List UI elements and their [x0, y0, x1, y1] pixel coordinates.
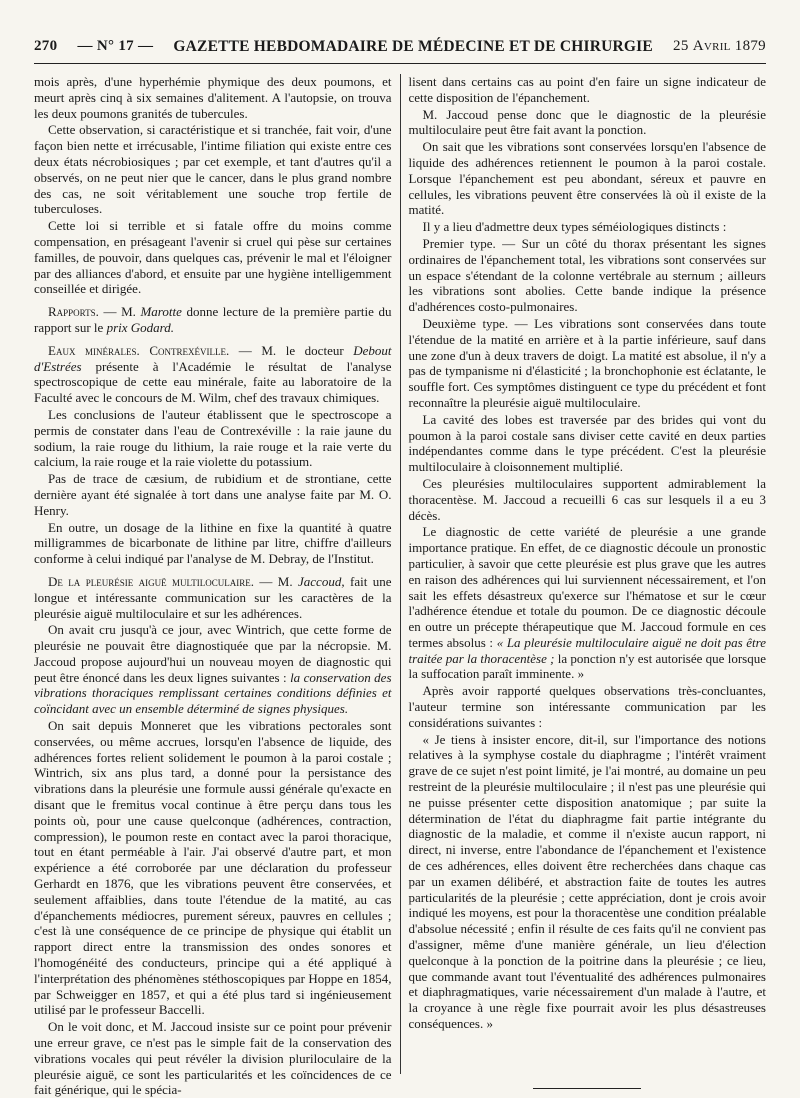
paragraph: On avait cru jusqu'à ce jour, avec Wintrich, que cette forme de pleurésie ne pouvait être diagnostiquée que par la nécropsie. M. Jaccoud propose aujourd'hui un nouveau moyen de diagnostic qui peut être énoncé dans les deux lignes suivantes : la conservation des vibrations thoraciques remplissant certaines conditions définies et coïncidant avec un ensemble déterminé de signes physiques.	[34, 622, 392, 717]
text-columns	[34, 74, 766, 1098]
section-eaux-minerales: Eaux minérales. Contrexéville. — M. le docteur Debout d'Estrées présente à l'Académie le résultat de l'analyse spectroscopique de cette eau minérale, faite au laboratoire de la Faculté avec le concours de M. Wilm, chef des travaux chimiques.	[34, 342, 392, 406]
section-pleuresie: De la pleurésie aiguë multiloculaire. — M. Jaccoud, fait une longue et intéressante communication sur les caractères de la pleurésie aiguë multiloculaire et sur les adhérences.	[34, 573, 392, 621]
paragraph: Les conclusions de l'auteur établissent que le spectroscope a permis de constater dans l'eau de Contrexéville : la raie jaune du sodium, la raie rouge du lithium, la raie rouge et la raie verte du calcium, la raie rouge et la raie violette du potassium.	[34, 406, 392, 470]
paragraph: Cette observation, si caractéristique et si tranchée, fait voir, d'une façon bien nette et irrécusable, l'intime filiation qui existe entre ces deux états nécrobiosiques ; par cet exemple, et tant d'autres qu'il a observés, on ne peut nier que le cancer, dans le plus grand nombre des cas, ne soit véritablement une souche trop fertile de tuberculoses.	[34, 122, 392, 217]
section-rapports: Rapports. — M. Marotte donne lecture de la première partie du rapport sur le prix Godard.	[34, 304, 392, 335]
paragraph: Après avoir rapporté quelques observations très-concluantes, l'auteur termine son intéressante communication par les considérations suivantes :	[408, 683, 766, 730]
paragraph: Ces pleurésies multiloculaires supportent admirablement la thoracentèse. M. Jaccoud a recueilli 6 cas sur lesquels il a eu 3 décès.	[408, 475, 766, 523]
paragraph: Il y a lieu d'admettre deux types séméiologiques distincts :	[422, 219, 727, 235]
paragraph: Pas de trace de cæsium, de rubidium et de strontiane, cette dernière ayant été signalée à tort dans une analyse faite par M. O. Henry.	[34, 471, 392, 518]
paragraph: M. Jaccoud pense donc que le diagnostic de la pleurésie multiloculaire peut être fait avant la ponction.	[408, 106, 766, 138]
journal-title: GAZETTE HEBDOMADAIRE DE MÉDECINE ET DE CHIRURGIE	[173, 37, 653, 55]
issue-number: — N° 17 —	[77, 38, 154, 54]
end-rule	[533, 1088, 641, 1089]
page-header	[34, 30, 766, 64]
paragraph: mois après, d'une hyperhémie phymique des deux poumons, et meurt après cinq à six semaines d'alitement. A l'autopsie, on trouva les deux poumons granités de tubercules.	[34, 74, 392, 121]
paragraph: On le voit donc, et M. Jaccoud insiste sur ce point pour prévenir une erreur grave, ce n'est pas le simple fait de la conservation des vibrations vocales qui peut révéler la division pluriloculaire de la pleurésie aiguë, ce sont les particularités et les coïncidences de ce fait générique, qui le spécia-	[34, 1019, 392, 1098]
paragraph: En outre, un dosage de la lithine en fixe la quantité à quatre milligrammes de bicarbonate de lithine par litre, chiffre d'ailleurs conforme à celui indiqué par l'analyse de M. Debray, de l'Institut.	[34, 519, 392, 567]
left-column	[34, 74, 400, 1098]
paragraph: lisent dans certains cas au point d'en faire un signe indicateur de cette disposition de l'épanchement.	[408, 74, 766, 105]
page-number: 270	[34, 38, 58, 54]
issue-date: 25 Avril 1879	[673, 38, 766, 54]
paragraph: Premier type. — Sur un côté du thorax présentant les signes ordinaires de l'épanchement total, les vibrations sont conservées sur un espace s'étendant de la colonne vertébrale au sternum ; ailleurs les vibrations sont abolies. Cette bande indique la présence d'adhérences costo-pulmonaires.	[408, 235, 766, 315]
paragraph: « Je tiens à insister encore, dit-il, sur l'importance des notions relatives à la symphyse costale du diaphragme ; l'intérêt vraiment grave de ce sujet n'est point limité, je l'ai montré, au domaine un peu restreint de la pleurésie multiloculaire ; il n'est pas une pleurésie qui ne puisse présenter cette disposition anatomique ; par suite la détermination de l'état du diaphragme fait partie intégrante du diagnostic de la maladie, et comme il n'existe aucun rapport, ni direct, ni inverse, entre l'abondance de l'épanchement et l'existence de ces adhérences, elles doivent être recherchées dans chaque cas par un examen délibéré, et abstraction faite de toutes les autres particularités de la pleurésie ; cette appréciation, dont je crois avoir indiqué les moyens, est pour la thoracentèse une condition préalable d'absolue nécessité ; enfin il résulte de ces faits qu'il ne convient pas d'assigner, même d'une manière générale, un lieu d'élection quelconque à la ponction de la poitrine dans la pleurésie ; ce lieu, que commande avant tout l'éventualité des adhérences pulmonaires et diaphragmatiques, varie nécessairement d'un malade à l'autre, et la croyance à une règle fixe pourrait avoir les plus désastreuses conséquences. »	[408, 731, 766, 1032]
right-column	[400, 74, 767, 1074]
paragraph: Deuxième type. — Les vibrations sont conservées dans toute l'étendue de la matité en arrière et à la partie inférieure, sauf dans une zone d'un à deux travers de doigt. La matité est absolue, il n'y a pas de tympanisme ni d'élasticité ; la bronchophonie est éclatante, le souffle fort. Ces symptômes distinguent ce type du précédent et font reconnaître la pleurésie aiguë multiloculaire.	[408, 315, 766, 410]
paragraph: Le diagnostic de cette variété de pleurésie a une grande importance pratique. En effet, de ce diagnostic découle un pronostic particulier, à savoir que cette pleurésie est plus grave que les autres en raison des adhérences qui lui surviennent nécessairement, et l'on sait les effets désastreux qu'exerce sur l'hématose et sur le cœur l'adhérence étendue et totale du poumon. De ce diagnostic découle en outre un précepte thérapeutique que M. Jaccoud formule en ces termes absolus : « La pleurésie multiloculaire aiguë ne doit pas être traitée par la thoracentèse ; la ponction n'y est autorisée que lorsque la suffocation paraît imminente. »	[408, 524, 766, 682]
paragraph: On sait que les vibrations sont conservées lorsqu'en l'absence de liquide des adhérences retiennent le poumon à la paroi costale. Lorsque l'épanchement est peu abondant, séreux et pauvre en cellules, les vibrations peuvent être conservées là où il existe de la matité.	[408, 139, 766, 218]
paragraph: La cavité des lobes est traversée par des brides qui vont du poumon à la paroi costale sans diviser cette cavité en deux parties indépendantes comme dans le type précédent. C'est la pleurésie multiloculaire à cloisonnement multiplié.	[408, 411, 766, 475]
paragraph: On sait depuis Monneret que les vibrations pectorales sont conservées, ou même accrues, lorsqu'en l'absence de liquide, des adhérences fortes relient solidement le poumon à la paroi costale ; Wintrich, six ans plus tard, a donné pour la persistance des vibrations dans la pleurésie une formule aussi générale qu'exacte en disant que le fremitus vocal continue à être perçu dans tous les points où, pour une cause quelconque (adhérences, contraction, compression), le poumon reste en contact avec la paroi thoracique, tout en étant perméable à l'air. J'ai observé d'autre part, et mon expérience a été corroborée par une déclaration du professeur Gerhardt en 1876, que les vibrations peuvent être conservées, et seulement affaiblies, dans toute l'étendue de la matité, au cas d'épanchements médiocres, purement séreux, pauvres en cellules ; c'est là une conséquence de ce principe de physique qui établit un rapport direct entre la transmission des ondes sonores et l'homogénéité des conducteurs, principe qui a été appliqué à l'interprétation des phénomènes stéthoscopiques par Hoppe en 1854, par Schweigger en 1857, et qui a été plus tard si ingénieusement utilisé par le professeur Baccelli.	[34, 718, 392, 1018]
paragraph: Cette loi si terrible et si fatale offre du moins comme compensation, en présageant l'avenir si cruel qui pèse sur certaines familles, de pouvoir, dans quelques cas, prévenir le mal et l'éloigner par des alliances d'abord, et ensuite par une hygiène intelligemment conseillée et dirigée.	[34, 218, 392, 297]
